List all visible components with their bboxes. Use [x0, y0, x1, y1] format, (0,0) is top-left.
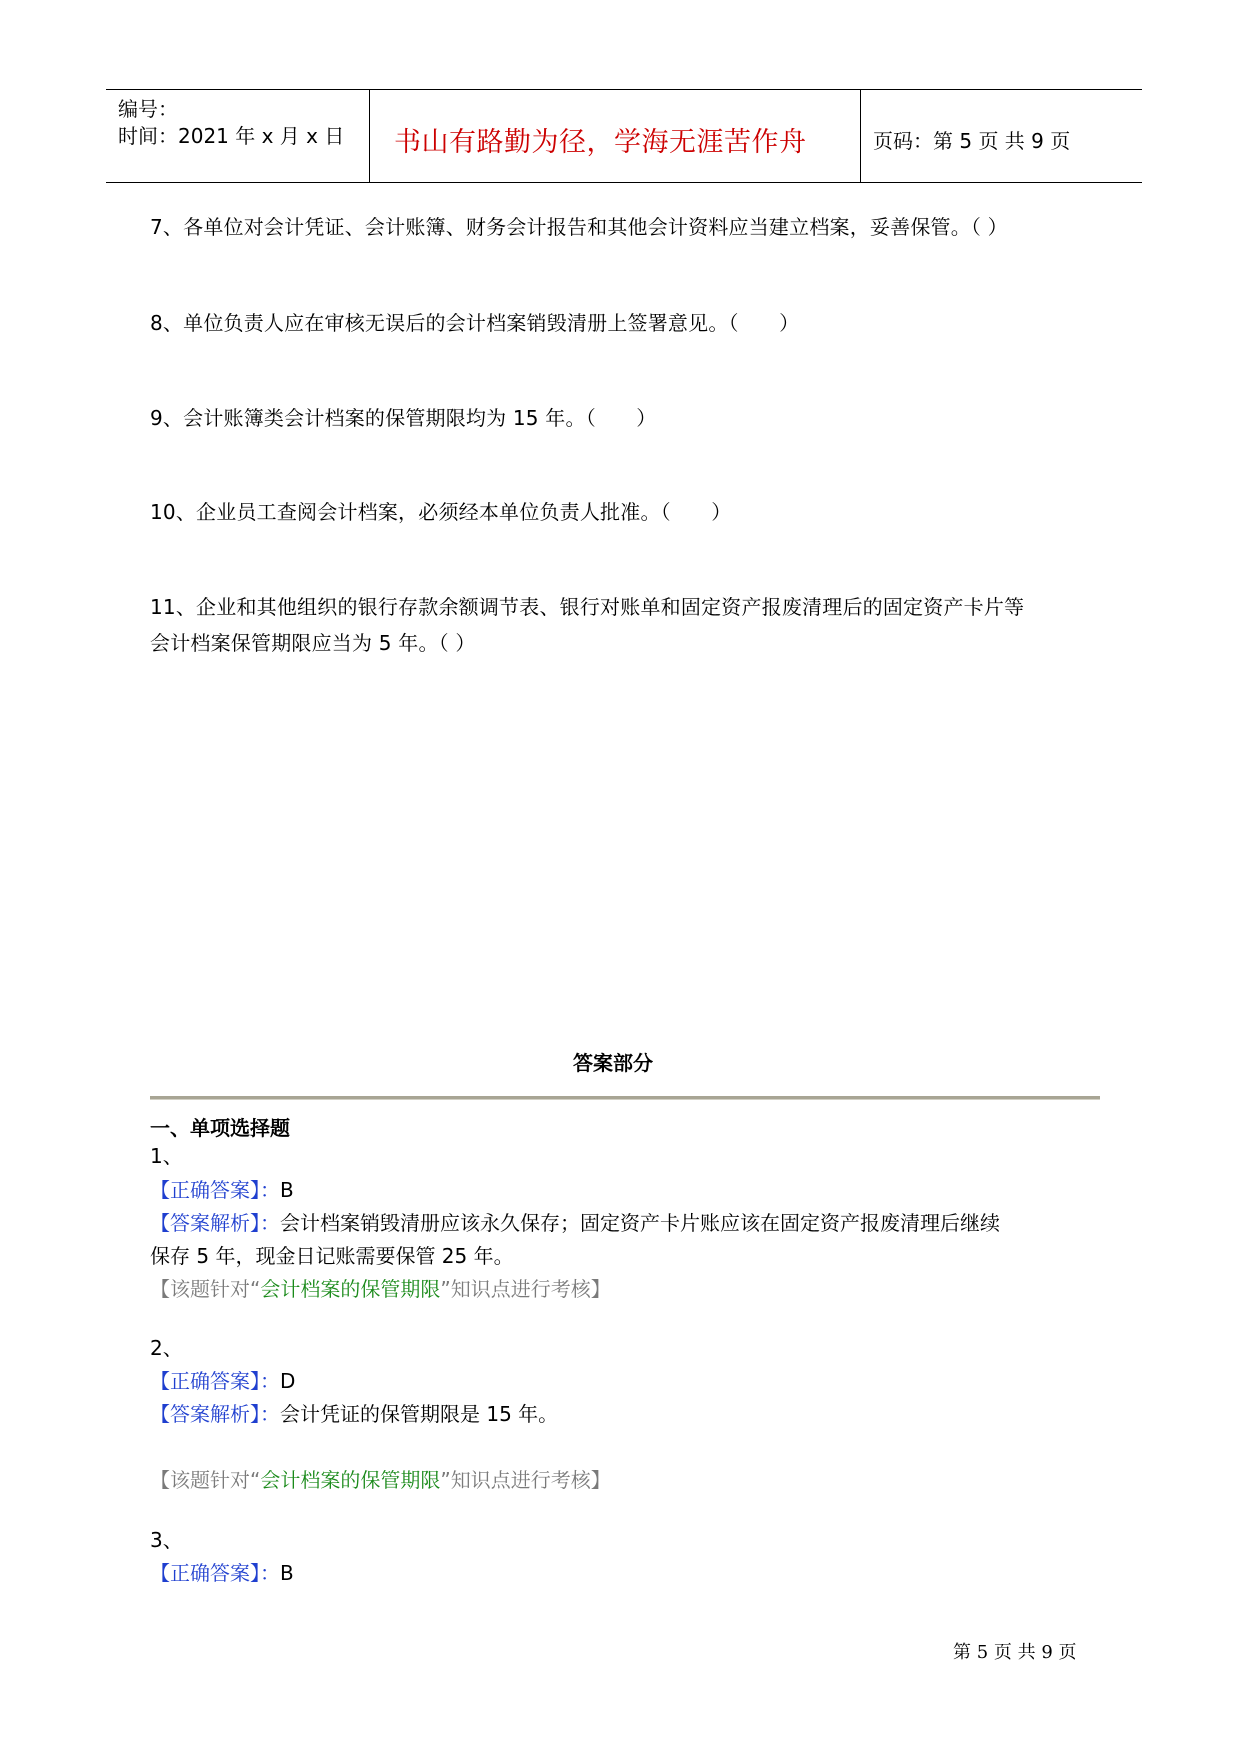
note-suffix: ”知识点进行考核】 — [440, 1277, 611, 1301]
answer-2-analysis-row — [150, 1398, 558, 1431]
answer-2-note — [150, 1464, 611, 1497]
label-colon: ： — [260, 1402, 280, 1426]
correct-answer-label: 【正确答案】 — [150, 1178, 260, 1202]
question-8: 8、单位负责人应在审核无误后的会计档案销毁清册上签署意见。（ ） — [150, 311, 800, 335]
label-colon: ： — [260, 1178, 280, 1202]
page-code: 页码：第 5 页 共 9 页 — [873, 129, 1071, 153]
label-colon: ： — [260, 1369, 280, 1393]
note-suffix: ”知识点进行考核】 — [440, 1468, 611, 1492]
note-prefix: 【该题针对“ — [150, 1277, 261, 1301]
question-9: 9、会计账簿类会计档案的保管期限均为 15 年。（ ） — [150, 406, 657, 430]
answer-1-value: B — [280, 1178, 294, 1202]
answer-1-number: 1、 — [150, 1144, 183, 1168]
answer-2-correct-row — [150, 1365, 295, 1398]
answer-1-correct-row — [150, 1174, 294, 1207]
footer-page-info: 第 5 页 共 9 页 — [953, 1642, 1077, 1663]
question-7: 7、各单位对会计凭证、会计账簿、财务会计报告和其他会计资料应当建立档案，妥善保管。（ ） — [150, 215, 1008, 239]
answer-2-analysis-line1: 会计凭证的保管期限是 15 年。 — [280, 1402, 559, 1426]
time-label: 时间：2021 年 x 月 x 日 — [118, 124, 345, 148]
header-divider-left — [369, 90, 370, 183]
answers-title: 答案部分 — [573, 1051, 653, 1075]
section-heading: 一、单项选择题 — [150, 1116, 290, 1140]
note-prefix: 【该题针对“ — [150, 1468, 261, 1492]
question-11-line2: 会计档案保管期限应当为 5 年。（ ） — [150, 631, 476, 655]
answer-3-value: B — [280, 1561, 294, 1585]
answer-2-number: 2、 — [150, 1336, 183, 1360]
header-divider-right — [860, 90, 861, 183]
serial-label: 编号： — [118, 97, 178, 121]
note-topic: 会计档案的保管期限 — [260, 1277, 441, 1301]
answer-1-analysis-line1: 会计档案销毁清册应该永久保存；固定资产卡片账应该在固定资产报废清理后继续 — [280, 1211, 1000, 1235]
answer-1-analysis-row — [150, 1207, 1000, 1240]
question-10: 10、企业员工查阅会计档案，必须经本单位负责人批准。（ ） — [150, 500, 732, 524]
motto-text: 书山有路勤为径，学海无涯苦作舟 — [394, 127, 807, 158]
note-topic: 会计档案的保管期限 — [260, 1468, 441, 1492]
analysis-label: 【答案解析】 — [150, 1402, 260, 1426]
header-top-rule — [106, 89, 1142, 90]
answer-2-value: D — [280, 1369, 296, 1393]
label-colon: ： — [260, 1561, 280, 1585]
answer-1-note — [150, 1273, 611, 1306]
question-11-line1: 11、企业和其他组织的银行存款余额调节表、银行对账单和固定资产报废清理后的固定资产卡片等 — [150, 595, 1025, 619]
header-bottom-rule — [106, 182, 1142, 183]
answers-divider — [150, 1096, 1100, 1100]
analysis-label: 【答案解析】 — [150, 1211, 260, 1235]
correct-answer-label: 【正确答案】 — [150, 1561, 260, 1585]
correct-answer-label: 【正确答案】 — [150, 1369, 260, 1393]
answer-1-analysis-line2: 保存 5 年，现金日记账需要保管 25 年。 — [150, 1244, 514, 1268]
answer-3-number: 3、 — [150, 1528, 183, 1552]
label-colon: ： — [260, 1211, 280, 1235]
answer-3-correct-row — [150, 1557, 294, 1590]
